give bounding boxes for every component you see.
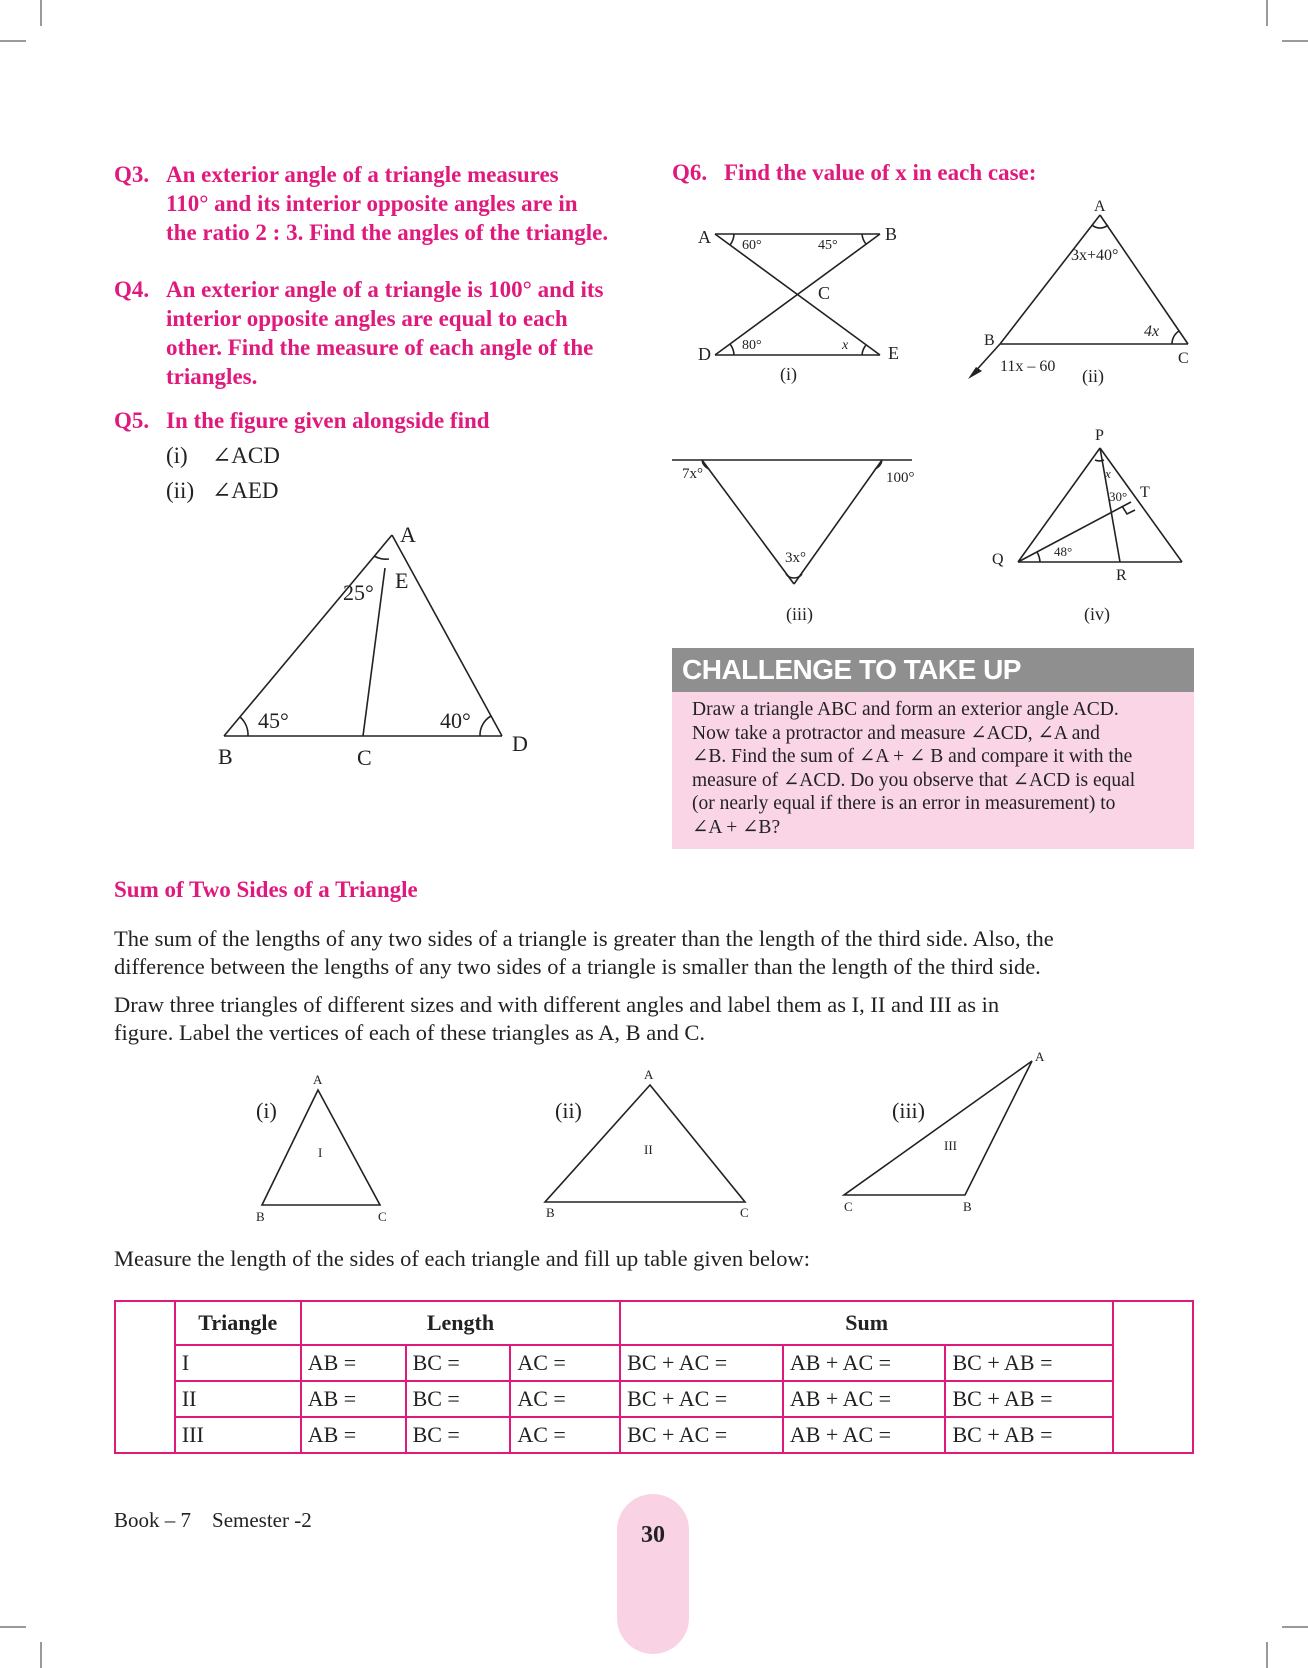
footer-book: Book – 7 [114,1508,192,1532]
table-row [115,1417,1193,1453]
angle-bottom: 3x° [785,550,806,566]
cell-ab: AB = [301,1381,406,1417]
label-e: E [888,343,899,363]
label-b: B [984,332,995,349]
cell-bc-ac: BC + AC = [620,1417,783,1453]
crop-mark [40,0,42,26]
label-t: T [1140,484,1150,501]
caption-i: (i) [256,1098,277,1123]
angle-right: 4x [1144,323,1160,340]
section-paragraph-2 [114,991,1194,1047]
table-row [115,1345,1193,1381]
cell-bc-ac: BC + AC = [620,1381,783,1417]
label-c: C [818,283,831,303]
tri-iii-label: III [944,1138,957,1153]
angle-right: 100° [886,470,915,486]
cell-ab-ac: AB + AC = [783,1381,946,1417]
cell-bc-ab: BC + AB = [945,1417,1113,1453]
table-header-row [115,1301,1193,1345]
challenge-line: (or nearly equal if there is an error in measurement) to [692,793,1116,814]
angle-arc-a [374,556,389,559]
paragraph-line: difference between the lengths of any two sides of a triangle is smaller than the length of the third side. [114,954,1041,979]
table-margin-cell [1113,1301,1193,1453]
arrowhead [968,367,982,379]
cell-ab: AB = [301,1417,406,1453]
crop-mark [0,40,26,42]
question-text-line: triangles. [166,364,258,389]
crop-mark [1282,40,1308,42]
question-number: Q6. [672,160,708,185]
question-number: Q5. [114,408,150,433]
label-a: A [400,522,416,547]
cell-ac: AC = [510,1381,620,1417]
crop-mark [1282,1626,1308,1628]
question-text-line: In the figure given alongside find [166,408,490,433]
question-text-line: Find the value of x in each case: [724,160,1037,185]
angle-top: 3x+40° [1071,247,1119,264]
challenge-line: Draw a triangle ABC and form an exterior angle ACD. [692,699,1119,720]
label-e: E [395,568,409,593]
paragraph-line: Draw three triangles of different sizes and with different angles and label them as I, II and III as in [114,992,1000,1017]
label-a: A [698,227,711,247]
cell-ac: AC = [510,1417,620,1453]
crop-mark [0,1626,26,1628]
q5-item-2 [166,478,279,504]
label-d: D [698,344,711,364]
caption: (iv) [1084,604,1110,624]
footer-book-info [114,1508,312,1533]
angle-x: x [842,338,849,353]
challenge-title: CHALLENGE TO TAKE UP [672,648,1194,692]
crop-mark [1266,1642,1268,1668]
label-b: B [885,224,898,244]
cell-ab-ac: AB + AC = [783,1345,946,1381]
angle-30: 30° [1109,489,1128,504]
caption: (ii) [1082,366,1104,386]
crop-mark [1266,0,1268,26]
tri-iii-b: B [963,1199,972,1214]
tri-iii-a: A [1035,1049,1045,1064]
item-text: ∠AED [212,478,279,503]
challenge-line: measure of ∠ACD. Do you observe that ∠ACD is equal [692,769,1136,791]
cell-ab: AB = [301,1345,406,1381]
tri-i-label: I [318,1145,323,1160]
footer-semester: Semester -2 [212,1508,312,1532]
header-sum: Sum [620,1301,1113,1345]
question-text-line: An exterior angle of a triangle measures [166,162,559,187]
angle-arc-d [480,716,491,736]
label-r: R [1116,567,1127,584]
caption-iii: (iii) [892,1098,925,1123]
label-q: Q [992,551,1004,568]
label-angle-25: 25° [343,580,374,605]
cell-bc: BC = [406,1417,511,1453]
crop-mark [40,1642,42,1668]
tri-iii-c: C [844,1199,853,1214]
page-number: 30 [641,1522,665,1548]
challenge-line: ∠B. Find the sum of ∠A + ∠ B and compare it with the [692,746,1133,767]
label-angle-45: 45° [258,708,289,733]
cell-bc-ac: BC + AC = [620,1345,783,1381]
angle-left: 7x° [682,466,703,482]
row-name: I [175,1345,301,1381]
tri-ii-a: A [644,1067,654,1082]
caption: (i) [780,364,797,384]
question-text-line: other. Find the measure of each angle of the [166,335,594,360]
triangles-figure [240,1045,1080,1225]
angle-45: 45° [818,238,838,253]
challenge-line: ∠A + ∠B? [692,816,781,838]
label-p: P [1095,427,1104,444]
question-text-line: An exterior angle of a triangle is 100° and its [166,277,604,302]
label-b: B [218,744,233,769]
item-number: (i) [166,443,188,468]
header-length: Length [301,1301,620,1345]
paragraph-line: figure. Label the vertices of each of these triangles as A, B and C. [114,1020,706,1045]
question-number: Q3. [114,162,150,187]
tri-ii-c: C [740,1205,749,1220]
label-d: D [512,731,528,756]
header-triangle: Triangle [175,1301,301,1345]
item-number: (ii) [166,478,195,503]
cell-bc: BC = [406,1345,511,1381]
challenge-body [672,692,1194,849]
question-text-line: 110° and its interior opposite angles are in [166,191,578,216]
cell-bc-ab: BC + AB = [945,1381,1113,1417]
table-row [115,1381,1193,1417]
label-c: C [357,745,372,770]
q6-figure-ii [960,195,1200,390]
row-name: II [175,1381,301,1417]
row-name: III [175,1417,301,1453]
question-number: Q4. [114,277,150,302]
question-text-line: the ratio 2 : 3. Find the angles of the triangle. [166,220,609,245]
section-paragraph-1 [114,925,1194,981]
label-angle-40: 40° [440,708,471,733]
tri-i-a: A [313,1072,323,1087]
angle-arc-b [240,717,248,736]
caption-ii: (ii) [555,1098,582,1123]
section-title: Sum of Two Sides of a Triangle [114,877,418,902]
table-margin-cell [115,1301,175,1453]
challenge-line: Now take a protractor and measure ∠ACD, ∠A and [692,722,1100,744]
tri-ii-b: B [546,1205,555,1220]
tri-i-b: B [256,1209,265,1224]
angle-ext: 11x – 60 [1000,358,1056,375]
measure-instruction: Measure the length of the sides of each triangle and fill up table given below: [114,1246,811,1271]
cell-bc-ab: BC + AB = [945,1345,1113,1381]
page-number-tab [617,1494,689,1654]
angle-60: 60° [742,238,762,253]
tri-ii-label: II [644,1142,653,1157]
angle-x: x [1105,466,1111,481]
measurement-table [114,1300,1194,1454]
angle-48: 48° [1054,544,1073,559]
q5-item-1 [166,443,280,469]
q6-figure-i [690,215,920,390]
cell-ab-ac: AB + AC = [783,1417,946,1453]
label-a: A [1094,198,1106,215]
label-c: C [1178,350,1189,367]
caption: (iii) [786,604,813,624]
tri-i-c: C [378,1209,387,1224]
cell-bc: BC = [406,1381,511,1417]
q6-figure-iv [980,420,1200,630]
question-text-line: interior opposite angles are equal to each [166,306,568,331]
q5-figure [200,520,560,770]
angle-80: 80° [742,338,762,353]
item-text: ∠ACD [212,443,280,468]
cell-ac: AC = [510,1345,620,1381]
triangle-iii [844,1061,1032,1195]
paragraph-line: The sum of the lengths of any two sides of a triangle is greater than the length of the third side. Also, the [114,926,1054,951]
q6-figure-iii [672,448,932,628]
